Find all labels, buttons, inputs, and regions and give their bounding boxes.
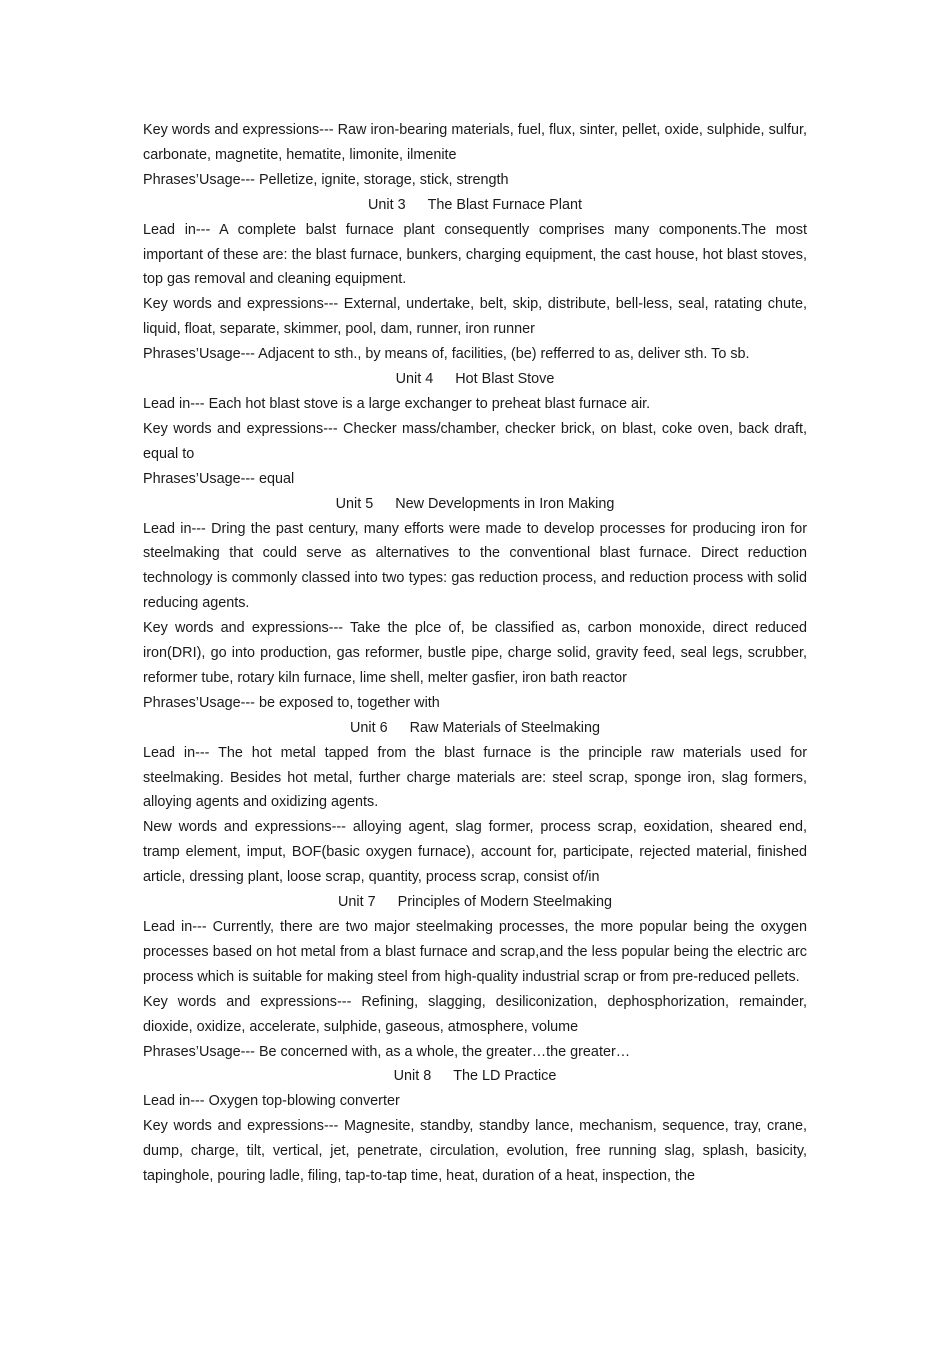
unit-title: The LD Practice [453, 1068, 557, 1085]
unit-number: Unit 7 [338, 894, 376, 911]
unit-heading-8 [143, 1064, 807, 1089]
unit-heading-4 [143, 367, 807, 392]
unit-number: Unit 4 [395, 371, 434, 388]
paragraph-key-words-unit5: Key words and expressions--- Take the plce of, be classified as, carbon monoxide, direct reduced iron(DRI), go into production, gas reformer, bustle pipe, charge solid, gravity feed, seal legs, scrubber, reformer tube, rotary kiln furnace, lime shell, melter gasfier, iron bath reactor [143, 620, 807, 686]
paragraph-lead-in-unit6: Lead in--- The hot metal tapped from the blast furnace is the principle raw materials used for steelmaking. Besides hot metal, further charge materials are: steel scrap, sponge iron, slag formers, alloying agents and oxidizing agents. [143, 744, 807, 811]
paragraph-phrases-unit5: Phrases’Usage--- be exposed to, together with [143, 694, 440, 711]
unit-title: The Blast Furnace Plant [427, 196, 582, 213]
unit-number: Unit 6 [350, 719, 388, 736]
paragraph-phrases-unit4: Phrases’Usage--- equal [143, 470, 295, 487]
paragraph-phrases-unit3: Phrases’Usage--- Adjacent to sth., by means of, facilities, (be) refferred to as, deliver sth. To sb. [143, 346, 750, 363]
unit-title: New Developments in Iron Making [395, 495, 615, 512]
unit-heading-7 [143, 890, 807, 915]
paragraph-new-words-unit6: New words and expressions--- alloying agent, slag former, process scrap, eoxidation, sheared end, tramp element, imput, BOF(basic oxygen furnace), account for, participate, rejected material, finished article, dressing plant, loose scrap, quantity, process scrap, consist of/in [143, 819, 807, 886]
unit-number: Unit 8 [393, 1068, 432, 1085]
paragraph-lead-in-unit3: Lead in--- A complete balst furnace plant consequently comprises many components.The most important of these are: the blast furnace, bunkers, charging equipment, the cast house, hot blast stoves, top gas removal and cleaning equipment. [143, 221, 807, 288]
paragraph-key-words-unit3: Key words and expressions--- External, undertake, belt, skip, distribute, bell-less, seal, ratating chute, liquid, float, separate, skimmer, pool, dam, runner, iron runner [143, 296, 807, 338]
unit-heading-3 [143, 193, 807, 218]
unit-title: Hot Blast Stove [455, 371, 555, 388]
unit-number: Unit 5 [335, 495, 374, 512]
document-page [143, 118, 807, 1189]
paragraph-lead-in-unit5: Lead in--- Dring the past century, many efforts were made to develop processes for producing iron for steelmaking that could serve as alternatives to the conventional blast furnace. Direct reduction technology is commonly classed into two types: gas reduction process, and reduction process with solid reducing agents. [143, 520, 807, 612]
unit-title: Principles of Modern Steelmaking [397, 894, 612, 911]
paragraph-key-words-unit8: Key words and expressions--- Magnesite, standby, standby lance, mechanism, sequence, tray, crane, dump, charge, tilt, vertical, jet, penetrate, circulation, evolution, free running slag, splash, basicity, tapinghole, pouring ladle, filing, tap-to-tap time, heat, duration of a heat, inspection, the [143, 1118, 807, 1185]
unit-heading-5 [143, 492, 807, 517]
paragraph-key-words-unit2: Key words and expressions--- Raw iron-bearing materials, fuel, flux, sinter, pellet, oxide, sulphide, sulfur, carbonate, magnetite, hematite, limonite, ilmenite [143, 122, 807, 163]
unit-number: Unit 3 [368, 196, 406, 213]
paragraph-phrases-unit2: Phrases’Usage--- Pelletize, ignite, storage, stick, strength [143, 171, 509, 188]
unit-title: Raw Materials of Steelmaking [409, 719, 600, 736]
unit-heading-6 [143, 716, 807, 741]
paragraph-key-words-unit7: Key words and expressions--- Refining, slagging, desiliconization, dephosphorization, remainder, dioxide, oxidize, accelerate, sulphide, gaseous, atmosphere, volume [143, 993, 807, 1035]
paragraph-key-words-unit4: Key words and expressions--- Checker mass/chamber, checker brick, on blast, coke oven, back draft, equal to [143, 420, 807, 462]
paragraph-lead-in-unit7: Lead in--- Currently, there are two major steelmaking processes, the more popular being the oxygen processes based on hot metal from a blast furnace and scrap,and the less popular being the electric arc process which is suitable for making steel from high-quality industrial scrap or from pre-reduced pellets. [143, 919, 807, 985]
paragraph-phrases-unit7: Phrases’Usage--- Be concerned with, as a whole, the greater…the greater… [143, 1043, 631, 1060]
paragraph-lead-in-unit8: Lead in--- Oxygen top-blowing converter [143, 1093, 400, 1110]
paragraph-lead-in-unit4: Lead in--- Each hot blast stove is a large exchanger to preheat blast furnace air. [143, 395, 651, 412]
